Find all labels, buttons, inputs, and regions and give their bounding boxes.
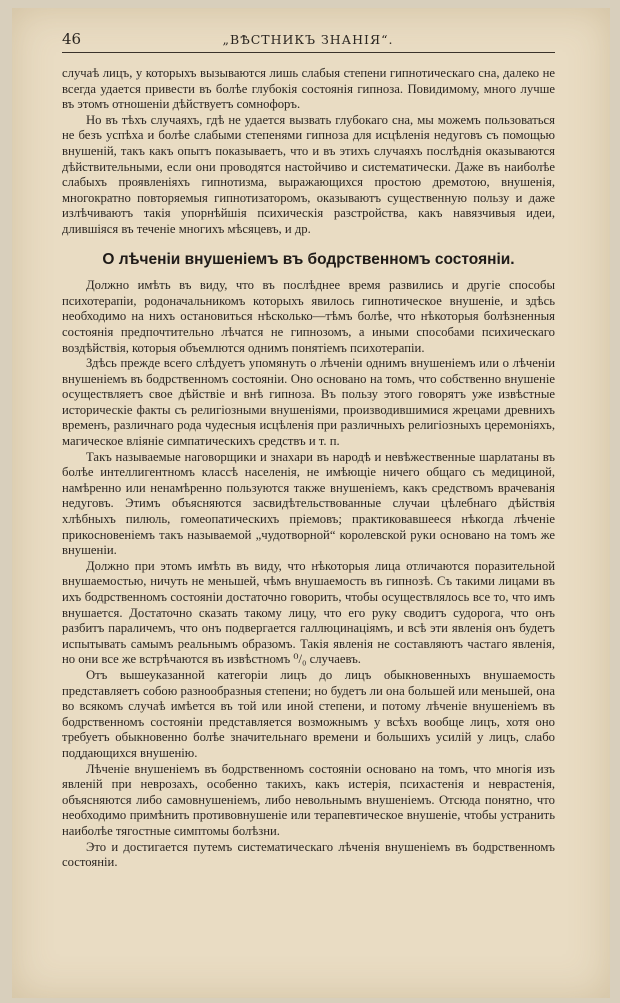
- paragraph: Отъ вышеуказанной категоріи лицъ до лицъ обыкновенныхъ внушаемость представляетъ собою разнообразныя степени; но будетъ ли она большей или меньшей, она во всякомъ случаѣ имѣется въ той или иной степени, и потому лѣченіе внушеніемъ въ бодрственномъ состояніи представляется возможнымъ у всѣхъ вообще лицъ, хотя оно требуетъ обыкновенно болѣе значительнаго времени и большихъ усилій у лицъ, слабо поддающихся внушенію.: [62, 667, 555, 760]
- page-body: [62, 66, 555, 871]
- running-title: „ВѢСТНИКЪ ЗНАНIЯ“.: [222, 32, 394, 47]
- page-header: [62, 24, 554, 46]
- paragraph: Лѣченіе внушеніемъ въ бодрственномъ состояніи основано на томъ, что многія изъ явленій при неврозахъ, особенно такихъ, какъ истерія, психастенія и неврастенія, объясняются либо самовнушеніемъ, либо невольнымъ внушеніемъ. Отсюда понятно, что необходимо примѣнить противовнушеніе или терапевтическое внушеніе, чтобы устранить наиболѣе тягостные симптомы болѣзни.: [62, 761, 555, 838]
- paragraph: Такъ называемые наговорщики и знахари въ народѣ и невѣжественные шарлатаны въ болѣе интеллигентномъ классѣ населенія, не имѣющіе ничего общаго съ медициной, намѣренно или ненамѣренно пользуются также внушеніемъ, какъ средствомъ врачеванія недуговъ. Этимъ объясняются засвидѣтельствованные случаи цѣлебнаго дѣйствія хлѣбныхъ пилюль, гомеопатическихъ пріемовъ; практиковавшееся нѣкогда лѣченіе прикосновеніемъ такъ называемой „чудотворной“ королевской руки основано на томъ же внушеніи.: [62, 449, 555, 558]
- paragraph: Здѣсь прежде всего слѣдуетъ упомянуть о лѣченіи однимъ внушеніемъ или о лѣченіи внушеніемъ въ бодрственномъ состояніи. Оно основано на томъ, что собственно внушеніе осуществляетъ свое дѣйствіе и внѣ гипноза. Въ пользу этого говорятъ уже извѣстные историческіе факты съ религіозными внушеніями, производившимися жрецами древнихъ временъ, различнаго рода чудесныя исцѣленія при различныхъ религіозныхъ церемоніяхъ, магическое вліяніе симпатическихъ средствъ и т. п.: [62, 356, 555, 449]
- paragraph: Должно имѣть въ виду, что въ послѣднее время развились и другіе способы психотерапіи, родоначальникомъ которыхъ явилось гипнотическое внушеніе, и здѣсь необходимо на нихъ остановиться нѣсколько—тѣмъ болѣе, что нѣкоторыя болѣзненныя состоянія предпочтительно лѣчатся не гипнозомъ, а иными способами психическаго воздѣйствія, которыя объемлются однимъ понятіемъ психотерапіи.: [62, 278, 555, 355]
- paragraph: Должно при этомъ имѣть въ виду, что нѣкоторыя лица отличаются поразительной внушаемостью, ничуть не меньшей, чѣмъ внушаемость въ гипнозѣ. Съ такими лицами въ ихъ бодрственномъ состояніи достаточно говорить, чтобы осуществлялось все то, что имъ внушается. Достаточно сказать такому лицу, что его руку сводитъ судорога, что онъ разбитъ параличемъ, что онъ подвергается галлюцинаціямъ, и всѣ эти явленія онъ будетъ испытывать самымъ реальнымъ образомъ. Такія явленія не составляютъ частаго явленія, но они все же встрѣчаются въ извѣстномъ ⁰/₀ случаевъ.: [62, 558, 555, 667]
- page-number: 46: [62, 30, 82, 48]
- header-rule: [62, 52, 555, 53]
- paragraph: случаѣ лицъ, у которыхъ вызываются лишь слабыя степени гипнотическаго сна, далеко не всегда удается привести въ болѣе глубокія состоянія гипноза. Повидимому, много лучше въ этомъ отношеніи дѣйствуетъ сомнофоръ.: [62, 66, 555, 112]
- paragraph: Но въ тѣхъ случаяхъ, гдѣ не удается вызвать глубокаго сна, мы можемъ пользоваться не безъ успѣха и болѣе слабыми степенями гипноза для исцѣленія недуговъ съ помощью внушеній, такъ какъ опытъ показываетъ, что и въ этихъ случаяхъ послѣднія оказываются дѣйствительными, если они проводятся настойчиво и систематически. Даже въ наиболѣе слабыхъ проявленіяхъ гипнотизма, выражающихся простою дремотою, внушенія, многократно повторяемыя гипнотизаторомъ, оказываютъ существенную пользу и даже излѣчиваютъ такія упорнѣйшія психическія разстройства, какъ навязчивыя идеи, длившіяся въ теченіе многихъ мѣсяцевъ, и др.: [62, 112, 555, 236]
- paragraph: Это и достигается путемъ систематическаго лѣченія внушеніемъ въ бодрственномъ состояніи.: [62, 839, 555, 870]
- section-heading: О лѣченіи внушеніемъ въ бодрственномъ состояніи.: [102, 250, 515, 268]
